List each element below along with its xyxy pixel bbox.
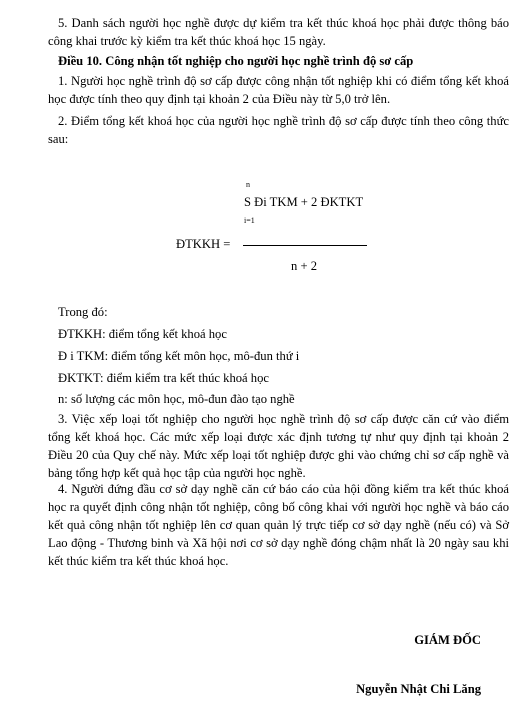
definition-dktkt: ĐKTKT: điểm kiểm tra kết thúc khoá học bbox=[58, 371, 269, 385]
signature-title: GIÁM ĐỐC bbox=[414, 633, 481, 647]
definition-n: n: số lượng các môn học, mô-đun đào tạo nghề bbox=[58, 392, 295, 406]
article-10-heading: Điều 10. Công nhận tốt nghiệp cho người học nghề trình độ sơ cấp bbox=[58, 54, 414, 68]
formula-lhs: ĐTKKH = bbox=[176, 237, 231, 251]
signature-name: Nguyễn Nhật Chi Lăng bbox=[356, 682, 481, 696]
paragraph-1: 1. Người học nghề trình độ sơ cấp được công nhận tốt nghiệp khi có điểm tổng kết khoá học được tính theo quy định tại khoản 2 của Điều này từ 5,0 trở lên. bbox=[48, 74, 509, 106]
paragraph-3: 3. Việc xếp loại tốt nghiệp cho người học nghề trình độ sơ cấp được căn cứ vào điểm tổng kết khoá học. Các mức xếp loại được xác định tương tự như quy định tại khoản 2 Điều 20 của Quy chế này. Mức xếp loại tốt nghiệp được ghi vào chứng chỉ sơ cấp nghề và bảng tổng hợp kết quả học tập của người học nghề. bbox=[48, 412, 509, 480]
formula-denominator: n + 2 bbox=[291, 259, 317, 273]
definitions-intro: Trong đó: bbox=[58, 305, 108, 319]
fraction-bar bbox=[243, 245, 367, 246]
paragraph-4: 4. Người đứng đầu cơ sở dạy nghề căn cứ báo cáo của hội đồng kiểm tra kết thúc khoá học ra quyết định công nhận tốt nghiệp, công bố công khai với người học nghề và báo cáo kết quả công nhận tốt nghiệp lên cơ quan quản lý trực tiếp cơ sở dạy nghề (nếu có) và Sở Lao động - Thương binh và Xã hội nơi cơ sở dạy nghề đóng chậm nhất là 20 ngày sau khi kết thúc kiểm tra kết thúc khoá học. bbox=[48, 482, 509, 568]
definition-ditkm: Đ i TKM: điểm tổng kết môn học, mô-đun thứ i bbox=[58, 349, 300, 363]
definition-dtkkh: ĐTKKH: điểm tổng kết khoá học bbox=[58, 327, 227, 341]
paragraph-5: 5. Danh sách người học nghề được dự kiểm tra kết thúc khoá học phải được thông báo công khai trước kỳ kiểm tra kết thúc khoá học 15 ngày. bbox=[48, 16, 509, 48]
paragraph-2: 2. Điểm tổng kết khoá học của người học nghề trình độ sơ cấp được tính theo công thức sau: bbox=[48, 114, 509, 146]
sum-upper-limit: n bbox=[246, 180, 250, 189]
formula-numerator: S Đi TKM + 2 ĐKTKT bbox=[244, 195, 364, 209]
sum-lower-limit: i=1 bbox=[244, 216, 255, 225]
